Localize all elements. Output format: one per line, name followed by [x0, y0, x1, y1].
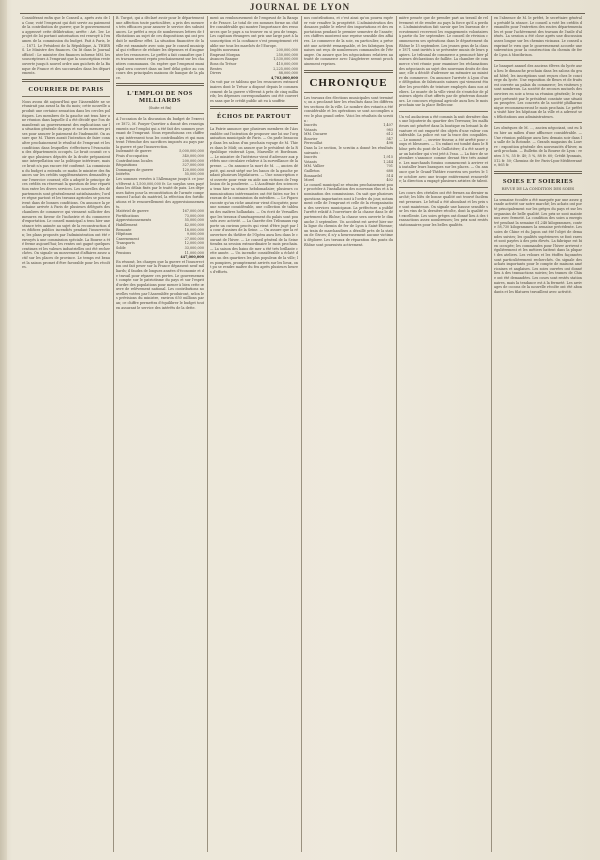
- section-subheading: (Suite et fin): [148, 106, 172, 111]
- ledger-row: Dommages de guerre 120,000,000: [116, 167, 204, 172]
- masthead: JOURNAL DE LYON: [249, 2, 351, 12]
- column-3: [210, 16, 298, 852]
- ledger-row: Solde 33,000,000: [116, 245, 204, 250]
- article-text: Les cours des céréales ont été fermes au dernier marché; les blés de bonne qualité ont trouvé facilement preneurs. Le bétail a été abondant et les prix se sont maintenus. On signale une hausse sensible sur les vins de la dernière récolte, dont la qualité est excellente. Les soies grèges ont donné lieu à des transactions assez nombreuses; les prix sont restés stationnaires pour les belles qualités.: [399, 190, 488, 227]
- article-text: en l'absence de M. le préfet, le secrétaire général a présidé la séance. Le conseil a voté les crédits demandés pour l'entretien des routes départementales et pour l'achèvement des travaux de l'asile d'aliénés. La session a été close après une discussion assez longue sur les chemins vicinaux. Le conseil a exprimé le vœu que le gouvernement accorde une subvention pour la construction du chemin de fer de Lyon à Montbrison.: [494, 16, 582, 57]
- ledger-row: Habillement 42,000,000: [116, 222, 204, 227]
- column-5: [399, 16, 488, 852]
- ledger-row: Hôpitaux 9,000,000: [116, 232, 204, 237]
- column-rule: [301, 16, 302, 852]
- article-text: nos contributions, et c'est ainsi qu'on pourra espérer voir renaître la prospérité. L'administration des douanes publie le relevé des importations et des exportations pendant le premier semestre de l'année; ces chiffres montrent une reprise sensible des affaires. Le commerce de la soie, en particulier, a présenté une activité remarquable, et les fabriques lyonnaises ont reçu de nombreuses commandes de l'étranger. On assure que les négociations relatives au traité de commerce avec l'Angleterre seront prochainement reprises.: [304, 16, 393, 66]
- column-rule: [113, 16, 114, 852]
- article-text: Un vol audacieux a été commis la nuit dernière dans une bijouterie du quartier des Terreaux; les malfaiteurs ont pénétré dans la boutique en brisant la devanture et ont emporté des objets d'une valeur considérable. La police est sur la trace des coupables. — Le nommé ..., ouvrier tisseur, a été arrêté pour coups et blessures. — Un enfant est tombé dans le Rhône près du pont de la Guillotière; il a été sauvé par un batelier qui s'est jeté à l'eau. — La foire de septembre s'annonce comme devant être très animée. Les marchands forains commencent à arriver et à installer leurs baraques sur les places. — On annonce que le Grand-Théâtre rouvrira ses portes le 1er octobre avec une troupe entièrement renouvelée; la direction a engagé plusieurs artistes de talent.: [399, 114, 488, 184]
- article-text: La Patrie annonce que plusieurs membres de l'Assemblée ont l'intention de proposer une loi sur l'organisation municipale de Paris. — On parle beaucoup dans les salons d'un prochain voyage de M. Thiers dans le Midi; on assure que le président de la République visiterait Lyon, Marseille et Bordeaux. — Le ministre de l'intérieur vient d'adresser aux préfets une circulaire relative à la surveillance de la presse. — On annonce la mort de M. ..., ancien député, qui avait siégé sur les bancs de la gauche pendant plusieurs législatures. — Une souscription est ouverte pour venir en aide aux victimes de l'explosion de la poudrerie. — L'Académie des sciences a tenu hier sa séance hebdomadaire; plusieurs communications intéressantes ont été faites sur les travaux de la commission du méridien. — Le Figaro raconte qu'un riche amateur vient d'acquérir, pour une somme considérable, une collection de tableaux des maîtres hollandais. — On écrit de Versailles que les travaux d'aménagement du palais sont poussés avec activité. — La Gazette des Tribunaux rapporte un curieux procès qui vient d'être jugé par la cour d'assises de la Seine. — On assure que la réouverture du théâtre de l'Opéra aura lieu dans le courant de l'hiver. — Le conseil général de la Seine tiendra sa session extraordinaire le mois prochain. — La saison des bains de mer a été très brillante cette année. — Un incendie considérable a éclaté dans un des quartiers les plus populeux de la ville; les pompiers, promptement arrivés sur les lieux, ont pu se rendre maître du feu après plusieurs heures d'efforts.: [210, 127, 298, 274]
- section-rule: [494, 171, 582, 174]
- result-row: Ferrouillat 498: [304, 141, 393, 146]
- column-6: [494, 16, 582, 852]
- ledger-row: Rentes 2,225,000,000: [210, 66, 298, 71]
- ledger-row: Frais d'occupation 340,000,000: [116, 154, 204, 159]
- ledger-table: [116, 209, 204, 260]
- column-rule: [207, 16, 208, 852]
- ledger-row: Pensions 11,000,000: [116, 250, 204, 255]
- ledger-row: Emprunt Morgan 250,000,000: [210, 52, 298, 57]
- article-text: Nous avons dit aujourd'hui que l'Assemblée ne se réunirait pas avant la fin du mois; cette nouvelle a produit une certaine sensation dans les cercles politiques. Les membres de la gauche ont tenu hier une réunion dans laquelle il a été décidé que l'on demanderait au gouvernement des explications sur la situation générale du pays et sur les mesures prises pour assurer le paiement de l'indemnité. On assure que M. Thiers aurait l'intention de faire connaître prochainement le résultat de l'emprunt et les conditions dans lesquelles s'effectuera l'évacuation des départements occupés. Le bruit courait ce soir que plusieurs députés de la droite préparaient une interpellation sur la politique intérieure, mais ce bruit n'a pas encore été confirmé. La commission du budget a entendu ce matin le ministre des finances sur les crédits supplémentaires demandés pour l'exercice courant; elle a adopté le principe de ces crédits en réservant la question de leur répartition entre les divers services. Les nouvelles des départements sont généralement satisfaisantes; l'ordre règne partout et les travaux agricoles se poursuivent dans de bonnes conditions. On annonce la prochaine arrivée à Paris de plusieurs délégués des chambres de commerce qui viennent solliciter des mesures en faveur de l'industrie et du commerce d'exportation. Le conseil municipal a tenu hier une séance très animée au sujet de la reconstruction des édifices publics incendiés pendant l'insurrection; les plans proposés par l'administration ont été renvoyés à une commission spéciale. La Bourse a été ferme aujourd'hui; les rentes ont gagné quelques centimes et les valeurs industrielles ont été recherchées. On signale un mouvement d'affaires assez actif sur les places de province. Le temps est beau et la saison promet d'être favorable pour les récoltes.: [22, 99, 110, 270]
- section-subheading: REVUE DE LA CONDITION DES SOIES: [501, 186, 575, 191]
- ledger-row: Transports 12,000,000: [116, 241, 204, 246]
- section-rule: [22, 96, 110, 97]
- section-heading-emploi: L'EMPLOI DE NOS MILLIARDS: [127, 90, 193, 105]
- article-text: En résumé, les charges que la guerre et l'insurrection ont fait peser sur la France dépassent neuf milliards; il faudra de longues années d'économie et de travail pour réparer ces pertes. Le gouvernement compte sur le patriotisme du pays et sur l'esprit d'ordre des populations pour mener à bien cette œuvre de relèvement national. Les contributions nouvelles votées par l'Assemblée produiront, selon les prévisions du ministre, environ 650 millions par an; ce chiffre permettra d'équilibrer le budget tout en assurant le service des intérêts de la dette.: [116, 259, 204, 310]
- column-rule: [491, 16, 492, 852]
- column-1: [22, 16, 110, 852]
- result-row: Inscrits 1,915: [304, 155, 393, 160]
- result-row: Votants 983: [304, 127, 393, 132]
- result-row: Votants 1,244: [304, 159, 393, 164]
- ledger-row: Remonte 18,000,000: [116, 227, 204, 232]
- ledger-row: Contributions locales 200,000,000: [116, 158, 204, 163]
- section-rule: [116, 113, 204, 114]
- result-row: MM. Vallier 701: [304, 164, 393, 169]
- section-rule: [116, 83, 204, 86]
- ledger-row: Intérêts 55,000,000: [116, 172, 204, 177]
- result-row: Gailleton 688: [304, 169, 393, 174]
- section-heading-soies: SOIES ET SOIERIES: [502, 177, 574, 185]
- result-row: Bouvier 547: [304, 136, 393, 141]
- section-rule: [304, 70, 393, 73]
- section-rule: [494, 122, 582, 123]
- article-text: Dans la 2e section, le scrutin a donné les résultats suivants :: [304, 146, 393, 155]
- section-heading-courrier: COURRIER DE PARIS: [28, 85, 104, 93]
- article-text: La semaine écoulée a été marquée par une assez grande activité sur notre marché; les achats ont porté principalement sur les grèges du pays et sur les organsins de belle qualité. Les prix se sont maintenus avec fermeté. La condition des soies a enregistré pendant la semaine 61,248 kilogrammes, contre 58,730 kilogrammes la semaine précédente. Les soies de Chine et du Japon ont été l'objet de demandes suivies; les qualités supérieures se font rares et sont payées à des prix élevés. La fabrique est bien occupée; les commandes pour l'hiver arrivent régulièrement et les métiers battent dans la plupart des ateliers. Les velours et les étoffes façonnées sont particulièrement recherchés. On signale des achats importants pour le compte de maisons américaines et anglaises. Les soies ouvrées ont donné lieu à des transactions suivies; les trames de Chine ont été demandées. Les cours sont restés stationnaires, mais la tendance est à la fermeté. Les arrivages de cocons de la nouvelle récolte ont été abondants et les filatures travaillent avec activité.: [494, 197, 582, 294]
- article-text: mière pensée que de prendre part au travail de relèvement et de rendre au pays la force qu'il a perdue. L'administration fait savoir que les bureaux de recrutement recevront les engagements volontaires à partir du 1er septembre. Le conseil de révision commencera ses opérations dans le département du Rhône le 15 septembre. Les jeunes gens de la classe 1871 sont invités à se présenter munis de leurs papiers. Le tribunal de commerce a prononcé hier plusieurs déclarations de faillite. La chambre de commerce s'est réunie pour examiner les réclamations des négociants au sujet des nouveaux droits de douane; elle a décidé d'adresser un mémoire au ministre du commerce. On annonce l'arrivée à Lyon d'une délégation de fabricants suisses qui viennent étudier les procédés de teinture employés dans nos ateliers. Le musée de la ville vient de s'enrichir de plusieurs objets d'art offerts par de généreux donateurs. Le concours régional agricole aura lieu le mois prochain sur la place Bellecour.: [399, 16, 488, 108]
- article-text: Considérant enfin que le Conseil a, après avis de la Cour, voté l'emprunt qui doit servir au paiement de la contribution de guerre; que le gouvernement a approuvé cette délibération; arrête : Art. 1er. Le projet de loi portant autorisation est renvoyé à l'examen de la commission du budget. Fait à Paris, le ... 1871. Le Président de la République, A. THIERS. Le Ministre des finances. On lit dans le Journal officiel : Le ministre des finances informe MM. les souscripteurs à l'emprunt que la souscription reste ouverte jusqu'à nouvel ordre aux guichets de la Banque de France et des succursales dans les départements.: [22, 16, 110, 76]
- section-rule: [494, 60, 582, 61]
- ledger-row: Approvisionnements 55,000,000: [116, 218, 204, 223]
- section-rule: [399, 111, 488, 112]
- masthead-rule: [20, 13, 585, 14]
- ledger-row: Divers 88,000,000: [210, 71, 298, 76]
- column-2: [116, 16, 204, 852]
- article-text: On voit par ce tableau que les ressources extraordinaires dont le Trésor a disposé depuis le commencement de la guerre s'élèvent à près de cinq milliards; les dépenses correspondantes ont été couvertes sans que le crédit public ait eu à souffrir.: [210, 80, 298, 103]
- section-rule: [399, 187, 488, 188]
- ledger-row: Fortifications 73,000,000: [116, 213, 204, 218]
- article-text: Le conseil municipal se réunira prochainement pour procéder à l'installation des nouveaux élus et à la nomination des commissions. On sait que plusieurs questions importantes sont à l'ordre du jour, notamment celle de l'emprunt et celle de la réorganisation des services municipaux. La préfecture a publié l'arrêté relatif à l'ouverture de la chasse dans le département du Rhône; la chasse sera ouverte le dimanche 3 septembre. Un accident est arrivé hier sur la ligne du chemin de fer de Lyon à Saint-Étienne; un train de marchandises a déraillé près de la station de Givors; il n'y a heureusement aucune victime à déplorer. Les travaux de réparation des ponts du Rhône sont poursuivis activement.: [304, 182, 393, 247]
- election-results: [304, 123, 393, 146]
- article-text: Le banquet annuel des anciens élèves du lycée aura lieu le dimanche prochain dans les salons du grand hôtel; les inscriptions sont reçues chez le concierge du lycée. Une exposition de fleurs et de fruits est ouverte au palais du commerce; les visiteurs y sont nombreux. La société de secours mutuels des ouvriers en soie a tenu sa réunion générale; le rapport présenté par le président constate une situation prospère. Les concerts de la société philharmonique recommenceront le mois prochain. Le préfet a visité hier les hôpitaux de la ville et a adressé ses félicitations aux administrateurs.: [494, 64, 582, 119]
- section-rule: [304, 92, 393, 93]
- ledger-total: 447,000,000: [180, 255, 204, 260]
- section-heading-chronique: CHRONIQUE: [309, 76, 388, 89]
- ledger-row: Bons du Trésor 410,000,000: [210, 61, 298, 66]
- article-text: Les obsèques de M. ..., ancien négociant, ont eu lieu hier au milieu d'une affluence considérable. — Une réunion publique aura lieu demain soir dans la salle de la Rotonde. — Grands magasins du Louvre : exposition générale des nouveautés d'hiver, mardi prochain. — Bulletin de la Bourse de Lyon : rentes 3 %, 55 fr. 40; 5 %, 88 fr. 60; Crédit lyonnais, 512 fr. 50; Chemins de fer Paris-Lyon-Méditerranée, 865 fr.: [494, 126, 582, 168]
- ledger-table: [116, 149, 204, 177]
- result-row: Morel 402: [304, 178, 393, 183]
- ledger-row: Avances Banque 1,530,000,000: [210, 57, 298, 62]
- section-heading-echos: ÉCHOS DE PARTOUT: [217, 113, 291, 121]
- result-row: Bonnardel 514: [304, 173, 393, 178]
- article-text: B. Turgot, qui a déclaré avoir pour le département une affection toute particulière, a pris des mesures très efficaces pour assurer le service des subsistances. Le préfet a reçu de nombreuses lettres de félicitations au sujet de ces dispositions qui ont produit le meilleur effet. La situation financière de la ville est examinée avec soin par le conseil municipal qui s'efforce de réduire les dépenses et d'augmenter les ressources. Le préfet a fait connaître que les travaux seront repris prochainement sur les chantiers communaux. On espère que l'emprunt municipal sera couvert dans un bref délai grâce au concours des principales maisons de banque de la place.: [116, 16, 204, 80]
- ledger-row: Réquisitions 327,000,000: [116, 163, 204, 168]
- section-rule: [210, 123, 298, 124]
- section-rule: [494, 194, 582, 195]
- result-row: Inscrits 1,407: [304, 123, 393, 128]
- column-4: [304, 16, 393, 852]
- article-text: A l'occasion de la discussion du budget de l'exercice 1872, M. Pouyer-Quertier a donné des renseignements sur l'emploi qui a été fait des sommes provenant de l'emprunt. Nous reproduisons ces chiffres qui intéressent tous les contribuables et qui montrent l'étendue des sacrifices imposés au pays par la guerre et par l'insurrection.: [116, 117, 204, 149]
- ledger-table: [210, 48, 298, 80]
- ledger-row: Casernement 27,000,000: [116, 236, 204, 241]
- article-text: Les sommes versées à l'Allemagne jusqu'à ce jour s'élèvent à 1,500,000,000 fr. Le surplus sera payé dans les délais fixés par le traité de paix. Les dépenses faites pour la reconstitution de l'armée comprennent l'achat du matériel, la réfection des fortifications et le renouvellement des approvisionnements.: [116, 177, 204, 209]
- article-text: ment au remboursement de l'emprunt de la Banque de France. Le total de ces sommes forme un chiffre considérable qui montre l'importance des ressources que le pays a su trouver en si peu de temps. Les capitaux étrangers ont pris une large part à la souscription et la confiance s'est promptement rétablie sur tous les marchés de l'Europe.: [210, 16, 298, 48]
- article-text: Les travaux des élections municipales sont terminés; on a proclamé hier les résultats dans les différentes sections de la ville. Le nombre des votants a été considérable et les opérations se sont accomplies avec le plus grand ordre. Voici les résultats du scrutin :: [304, 95, 393, 123]
- election-results: [304, 155, 393, 183]
- column-rule: [396, 16, 397, 852]
- ledger-row: Impôts nouveaux 200,000,000: [210, 48, 298, 53]
- ledger-total: 4,703,000,000: [270, 75, 298, 80]
- section-rule: [210, 106, 298, 109]
- result-row: MM. Ducarre 612: [304, 132, 393, 137]
- ledger-row: Indemnité de guerre 5,000,000,000: [116, 149, 204, 154]
- page-binding-shadow: [0, 0, 7, 860]
- section-rule: [22, 79, 110, 82]
- ledger-row: Matériel de guerre 167,000,000: [116, 209, 204, 214]
